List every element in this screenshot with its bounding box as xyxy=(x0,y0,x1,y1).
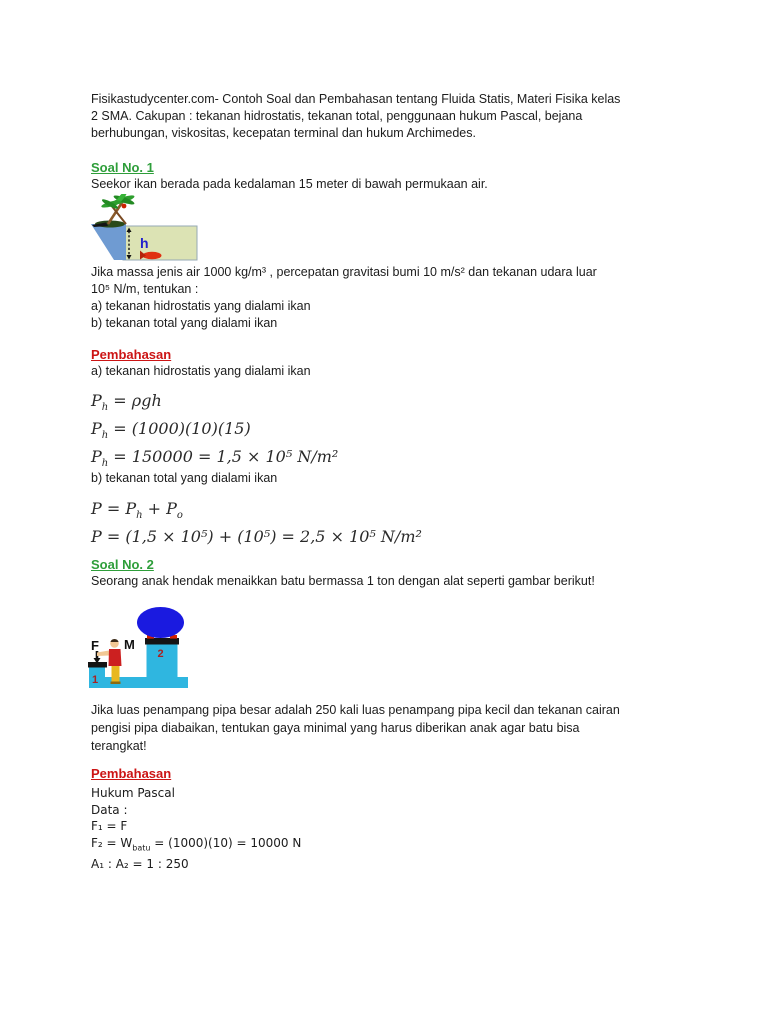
shore-slope xyxy=(91,224,126,260)
equation-line: $P = P_h + P_o$ xyxy=(91,499,183,522)
soal1-pembahasan-heading: Pembahasan xyxy=(91,347,172,362)
data-line-ratio: A₁ : A₂ = 1 : 250 xyxy=(91,857,189,872)
large-piston-cap xyxy=(145,638,179,645)
figure-hydraulic-lift xyxy=(88,605,200,694)
small-piston-label: 1 xyxy=(92,674,99,686)
soal1-equations-a xyxy=(91,390,338,475)
small-piston-cap xyxy=(88,662,107,668)
soal2-pembahasan-heading: Pembahasan xyxy=(91,766,172,781)
soal2-pembahasan-data xyxy=(91,785,301,873)
force-label: F xyxy=(91,638,99,653)
mass-label: M xyxy=(124,637,135,652)
equation-line: $P_h = (1000)(10)(15)$ xyxy=(91,419,251,442)
equation-line: P = (1,5 × 10⁵) + (10⁵) = 2,5 × 10⁵ N/m² xyxy=(91,527,422,547)
large-piston-label: 2 xyxy=(157,648,164,660)
soal1-question: Seekor ikan berada pada kedalaman 15 meter di bawah permukaan air. xyxy=(91,177,488,191)
intro-line: 2 SMA. Cakupan : tekanan hidrostatis, tekanan total, penggunaan hukum Pascal, bejana xyxy=(91,109,583,123)
soal2-given: Jika luas penampang pipa besar adalah 250 kali luas penampang pipa kecil dan tekanan cairan pengisi pipa diabaikan, tentukan gaya minimal yang harus diberikan anak agar batu bisa terangkat! xyxy=(91,703,620,753)
coconut xyxy=(122,204,127,209)
intro-line: Fisikastudycenter.com- Contoh Soal dan Pembahasan tentang Fluida Statis, Materi Fisika kelas xyxy=(91,92,621,106)
soal1-part-b-label: b) tekanan total yang dialami ikan xyxy=(91,471,278,485)
equation-line: $P_h = \rho gh$ xyxy=(91,391,162,414)
soal2-heading: Soal No. 2 xyxy=(91,557,154,572)
soal1-part-a-label: a) tekanan hidrostatis yang dialami ikan xyxy=(91,364,311,378)
soal1-heading: Soal No. 1 xyxy=(91,160,154,175)
hydraulic-lift-illustration xyxy=(88,605,200,689)
equation-line: $P_h = 150000 = 1,5 \times 10^5$ N/m² xyxy=(91,447,339,470)
data-label: Data : xyxy=(91,802,128,817)
palm-fronds xyxy=(101,194,136,210)
intro-line: berhubungan, viskositas, kecepatan terminal dan hukum Archimedes. xyxy=(91,126,476,140)
soal1-given: Jika massa jenis air 1000 kg/m³ , percepatan gravitasi bumi 10 m/s² dan tekanan udara luar 10⁵ N/m, tentukan : a) tekanan hidrostatis yang dialami ikan b) tekanan total yang dialami ikan xyxy=(91,265,597,330)
soal1-equations-b xyxy=(91,498,422,547)
soal2-question: Seorang anak hendak menaikkan batu bermassa 1 ton dengan alat seperti gambar berikut! xyxy=(91,574,595,588)
figure-fish-depth xyxy=(90,194,200,269)
stone xyxy=(137,607,184,638)
method-label: Hukum Pascal xyxy=(91,786,175,800)
data-line-f2: $F_2 = W_{batu} = (1000)(10) = 10000$ N xyxy=(91,835,302,852)
depth-label: h xyxy=(140,235,149,251)
intro-paragraph xyxy=(91,91,620,142)
fish-depth-illustration xyxy=(90,194,200,264)
data-line-f1: F₁ = F xyxy=(91,819,128,833)
